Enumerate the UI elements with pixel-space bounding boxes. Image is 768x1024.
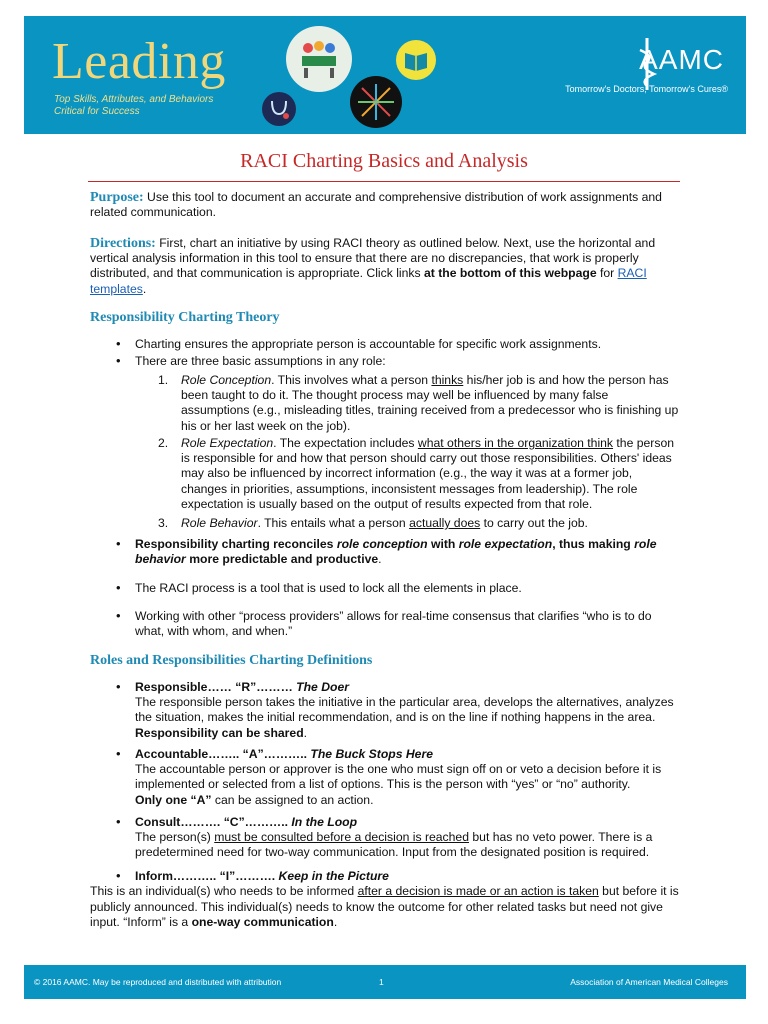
purpose-label: Purpose: — [90, 190, 144, 205]
directions-paragraph — [90, 236, 680, 297]
responsible-definition — [135, 680, 680, 741]
bullet-icon: • — [116, 580, 121, 595]
subtitle-line: Top Skills, Attributes, and Behaviors — [54, 94, 214, 105]
text: more predictable and productive — [185, 552, 379, 567]
item-underline: what others in the organization think — [417, 436, 614, 450]
item-text: . This involves what a person — [271, 373, 432, 387]
aamc-logo — [565, 44, 728, 94]
term: Role Expectation — [181, 436, 274, 450]
inform-heading — [135, 869, 680, 884]
item-text: the person is responsible for and how that person should carry out those responsibilities. Others' ideas may also be influenced by incorrect information (e.g., the way it was at a former job, changes in priorities, assumptions, inconsistent messages from leadership). The role expectation is usually based on the output of results expected from that role. — [181, 436, 675, 511]
text: role conception — [336, 537, 428, 551]
role-text: can be assigned to an action. — [211, 792, 374, 807]
list-number: 2. — [158, 436, 169, 450]
header-banner — [24, 16, 746, 134]
item-underline: thinks — [431, 373, 464, 387]
banner-subtitle — [54, 94, 213, 118]
book-icon — [396, 40, 436, 80]
role-tag: In the Loop — [291, 815, 358, 829]
term: Role Conception — [181, 373, 272, 387]
theory-bullet: The RACI process is a tool that is used to lock all the elements in place. — [135, 581, 522, 595]
role-conception-item — [181, 373, 679, 434]
theory-bullet — [135, 537, 680, 567]
org-name: AAMC — [639, 44, 724, 75]
subtitle-line: Critical for Success — [54, 106, 140, 117]
role-text: The accountable person or approver is the one who must sign off on or veto a decision before it is implemented or selected from a list of options. This is the person with “yes” or “no” authority. — [135, 762, 662, 792]
theory-heading: Responsibility Charting Theory — [90, 310, 280, 325]
role-underline: must be consulted before a decision is reached — [214, 830, 469, 845]
role-bold: Responsibility can be shared — [135, 725, 304, 740]
role-head: Accountable…….. “A”……….. — [135, 747, 311, 761]
role-bold: one-way communication — [191, 915, 334, 929]
role-text: This is an individual(s) who needs to be informed — [90, 884, 358, 898]
bullet-icon: • — [116, 353, 121, 368]
bullet-icon: • — [116, 814, 121, 829]
role-head: Consult………. “C”……….. — [135, 815, 292, 829]
bullet-icon: • — [116, 868, 121, 883]
bullet-icon: • — [116, 679, 121, 694]
page-number: 1 — [379, 977, 384, 987]
directions-text: . — [142, 281, 147, 296]
role-underline: after a decision is made or an action is taken — [357, 884, 599, 898]
role-text: . — [333, 915, 338, 929]
text: role expectation — [458, 537, 553, 551]
raci-templates-link[interactable]: RACI templates — [90, 266, 647, 296]
team-meeting-icon — [286, 26, 352, 92]
role-bold: Only one “A” — [135, 792, 212, 807]
inform-definition — [90, 884, 682, 931]
theory-bullet: Working with other “process providers” allows for real-time consensus that clarifies “who is to do what, with whom, and when.” — [135, 609, 652, 639]
item-text: his/her job is and how the person has been taught to do it. The thought process may well be influenced by many false assumptions (e.g., misleading titles, training received from a predecessor who is finishing up his or her last week on the job). — [181, 373, 679, 433]
org-tagline: Tomorrow's Doctors, Tomorrow's Cures® — [565, 84, 728, 94]
accountable-definition — [135, 747, 680, 808]
role-head: Inform……….. “I”………. — [135, 869, 279, 883]
copyright-text: © 2016 AAMC. May be reproduced and distributed with attribution — [34, 977, 282, 987]
org-full-name: Association of American Medical Colleges — [570, 977, 728, 987]
role-behavior-item — [181, 516, 679, 531]
term: Role Behavior — [181, 516, 258, 530]
directions-label: Directions: — [90, 236, 156, 251]
stethoscope-icon — [262, 92, 296, 126]
text: role behavior — [135, 537, 657, 567]
directions-text: First, chart an initiative by using RACI theory as outlined below. Next, use the horizontal and vertical analysis information in this tool to ensure that there are no discrepancies, that work is properly distributed, and that communication is appropriate. Click links — [90, 236, 656, 281]
title-divider — [88, 181, 680, 182]
list-number: 1. — [158, 373, 169, 387]
item-text: to carry out the job. — [480, 516, 588, 530]
compass-arrows-icon — [350, 76, 402, 128]
footer-bar — [24, 965, 746, 999]
consult-definition — [135, 815, 680, 861]
role-tag: Keep in the Picture — [278, 869, 389, 883]
directions-bold: at the bottom of this webpage — [423, 266, 597, 281]
text: . — [378, 552, 382, 567]
role-text: The person(s) — [135, 830, 215, 845]
bullet-icon: • — [116, 608, 121, 623]
role-text: The responsible person takes the initiative in the particular area, develops the alternatives, analyzes the situation, makes the initial recommendation, and is on the line if nothing happens in the area. — [135, 695, 674, 725]
role-expectation-item — [181, 436, 679, 512]
item-text: . This entails what a person — [257, 516, 410, 530]
bullet-icon: • — [116, 336, 121, 351]
theory-bullet: Charting ensures the appropriate person is accountable for specific work assignments. — [135, 337, 602, 351]
role-tag: The Buck Stops Here — [310, 747, 433, 761]
roles-heading: Roles and Responsibilities Charting Definitions — [90, 653, 373, 668]
role-text: but has no veto power. There is a predetermined need for two-way communication. Input from the designated position is required. — [135, 830, 653, 860]
purpose-paragraph — [90, 190, 680, 220]
text: with — [427, 537, 459, 551]
banner-title: Leading — [52, 33, 226, 90]
bullet-icon: • — [116, 746, 121, 761]
role-text: . — [303, 725, 308, 740]
directions-text: for — [596, 266, 618, 281]
page-title: RACI Charting Basics and Analysis — [240, 150, 528, 172]
item-underline: actually does — [409, 516, 481, 530]
role-text: but before it is publicly announced. This individual(s) needs to know the outcome for other related tasks but need not give input. “Inform” is a — [90, 884, 679, 929]
theory-bullet: There are three basic assumptions in any role: — [135, 354, 386, 368]
item-text: . The expectation includes — [273, 436, 418, 450]
list-number: 3. — [158, 516, 169, 530]
role-tag: The Doer — [296, 680, 349, 694]
text: Responsibility charting reconciles — [135, 537, 337, 551]
role-head: Responsible…… “R”……… — [135, 680, 297, 694]
purpose-text: Use this tool to document an accurate and comprehensive distribution of work assignments and related communication. — [90, 190, 662, 220]
bullet-icon: • — [116, 536, 121, 551]
text: , thus making — [552, 537, 635, 551]
